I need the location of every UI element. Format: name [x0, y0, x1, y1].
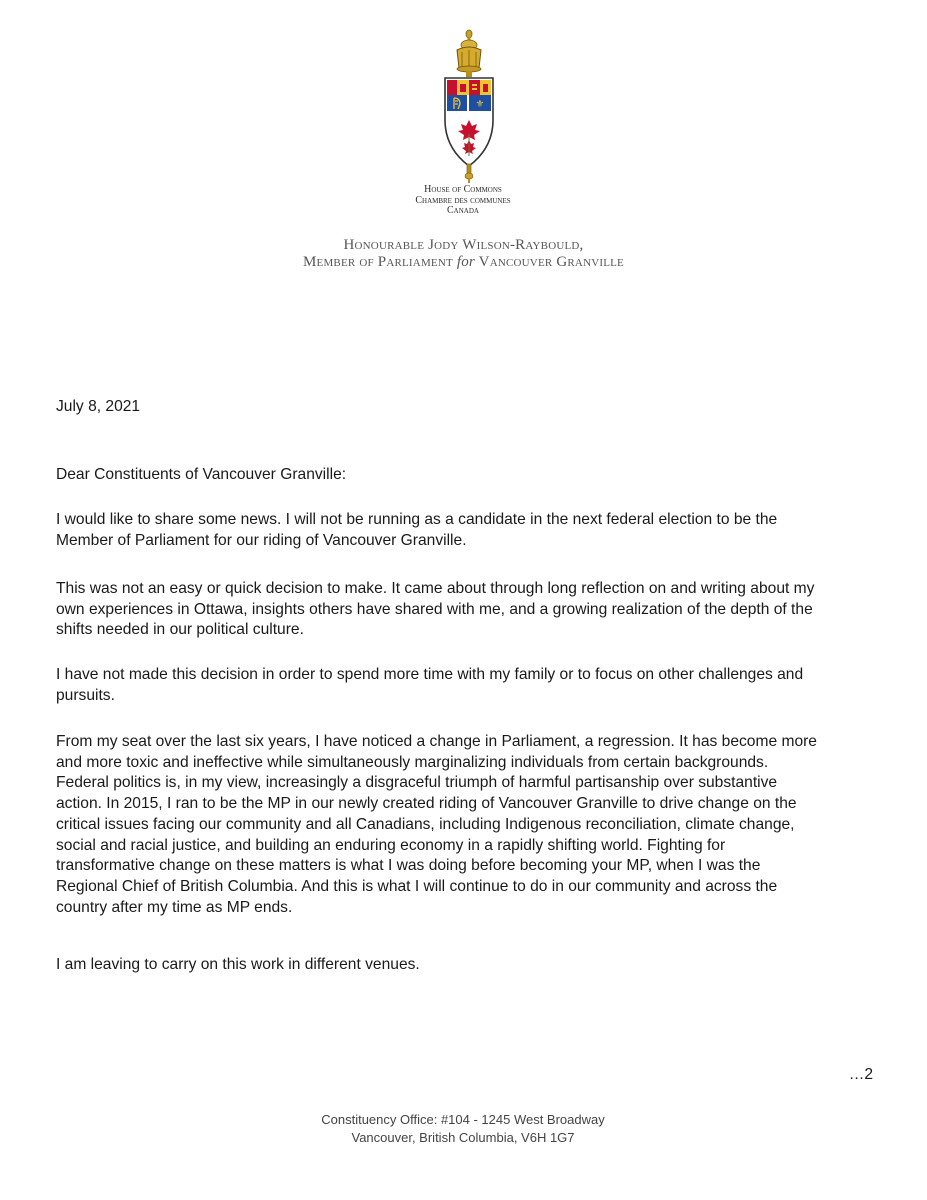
member-name-line: Honourable Jody Wilson-Raybould, [343, 237, 584, 253]
svg-text:⚜: ⚜ [475, 99, 485, 110]
paragraph-line: I have not made this decision in order to spend more time with my family or to focus on other challenges and [56, 666, 804, 683]
paragraph-line: shifts needed in our political culture. [56, 621, 304, 639]
paragraph-line: Member of Parliament for our riding of Vancouver Granville. [56, 531, 467, 549]
paragraph-line: Federal politics is, in my view, increasingly a disgraceful triumph of harmful partisanship over substantive [56, 774, 778, 792]
mace-crown-icon [457, 30, 481, 77]
institution-line-fr: Chambre des communes [415, 194, 511, 206]
riding-name-text: Vancouver Granville [478, 254, 624, 270]
member-riding-line [200, 254, 727, 271]
paragraph-line: This was not an easy or quick decision to make. It came about through long reflection on and writing about my [56, 580, 815, 597]
letter-paragraph-2 [56, 579, 876, 641]
shield-icon [445, 78, 493, 166]
paragraph-line: I would like to share some news. I will not be running as a candidate in the next federal election to be the [56, 511, 778, 528]
member-of-parliament-text: Member of Parliament [303, 254, 453, 270]
letter-date: July 8, 2021 [56, 398, 141, 415]
constituency-office-footer [230, 1111, 696, 1147]
letter-paragraph-4 [56, 732, 876, 918]
footer-city-line: Vancouver, British Columbia, V6H 1G7 [351, 1130, 575, 1145]
house-of-commons-crest-logo [424, 28, 514, 184]
mace-staff-icon [465, 164, 473, 183]
paragraph-line: and more toxic and ineffective while simultaneously marginalizing individuals from certain backgrounds. [56, 753, 769, 771]
footer-office-line: Constituency Office: #104 - 1245 West Broadway [321, 1112, 605, 1127]
paragraph-line: country after my time as MP ends. [56, 898, 293, 916]
paragraph-line: social and racial justice, and building an enduring economy in a rapidly shifting world. Fighting for [56, 836, 726, 854]
page-continuation-marker: …2 [848, 1066, 873, 1083]
institution-name [363, 185, 563, 217]
institution-line-en: House of Commons [424, 184, 502, 195]
letter-paragraph-1 [56, 510, 876, 551]
letter-paragraph-5 [56, 955, 876, 976]
paragraph-line: Regional Chief of British Columbia. And this is what I will continue to do in our community and across the [56, 877, 778, 895]
letter-paragraph-3 [56, 665, 876, 706]
paragraph-line: own experiences in Ottawa, insights others have shared with me, and a growing realization of the depth of the [56, 600, 813, 618]
paragraph-line: transformative change on these matters is what I was doing before becoming your MP, when I was the [56, 857, 761, 875]
paragraph-line: I am leaving to carry on this work in different venues. [56, 956, 420, 973]
letter-salutation: Dear Constituents of Vancouver Granville: [56, 466, 347, 483]
member-title [200, 237, 727, 271]
institution-line-country: Canada [447, 205, 479, 216]
paragraph-line: action. In 2015, I ran to be the MP in our newly created riding of Vancouver Granville to drive change on the [56, 795, 797, 813]
paragraph-line: critical issues facing our community and all Canadians, including Indigenous reconciliation, climate change, [56, 815, 795, 833]
for-text: for [456, 254, 475, 270]
paragraph-line: From my seat over the last six years, I have noticed a change in Parliament, a regression. It has become more [56, 733, 817, 750]
paragraph-line: pursuits. [56, 686, 115, 704]
